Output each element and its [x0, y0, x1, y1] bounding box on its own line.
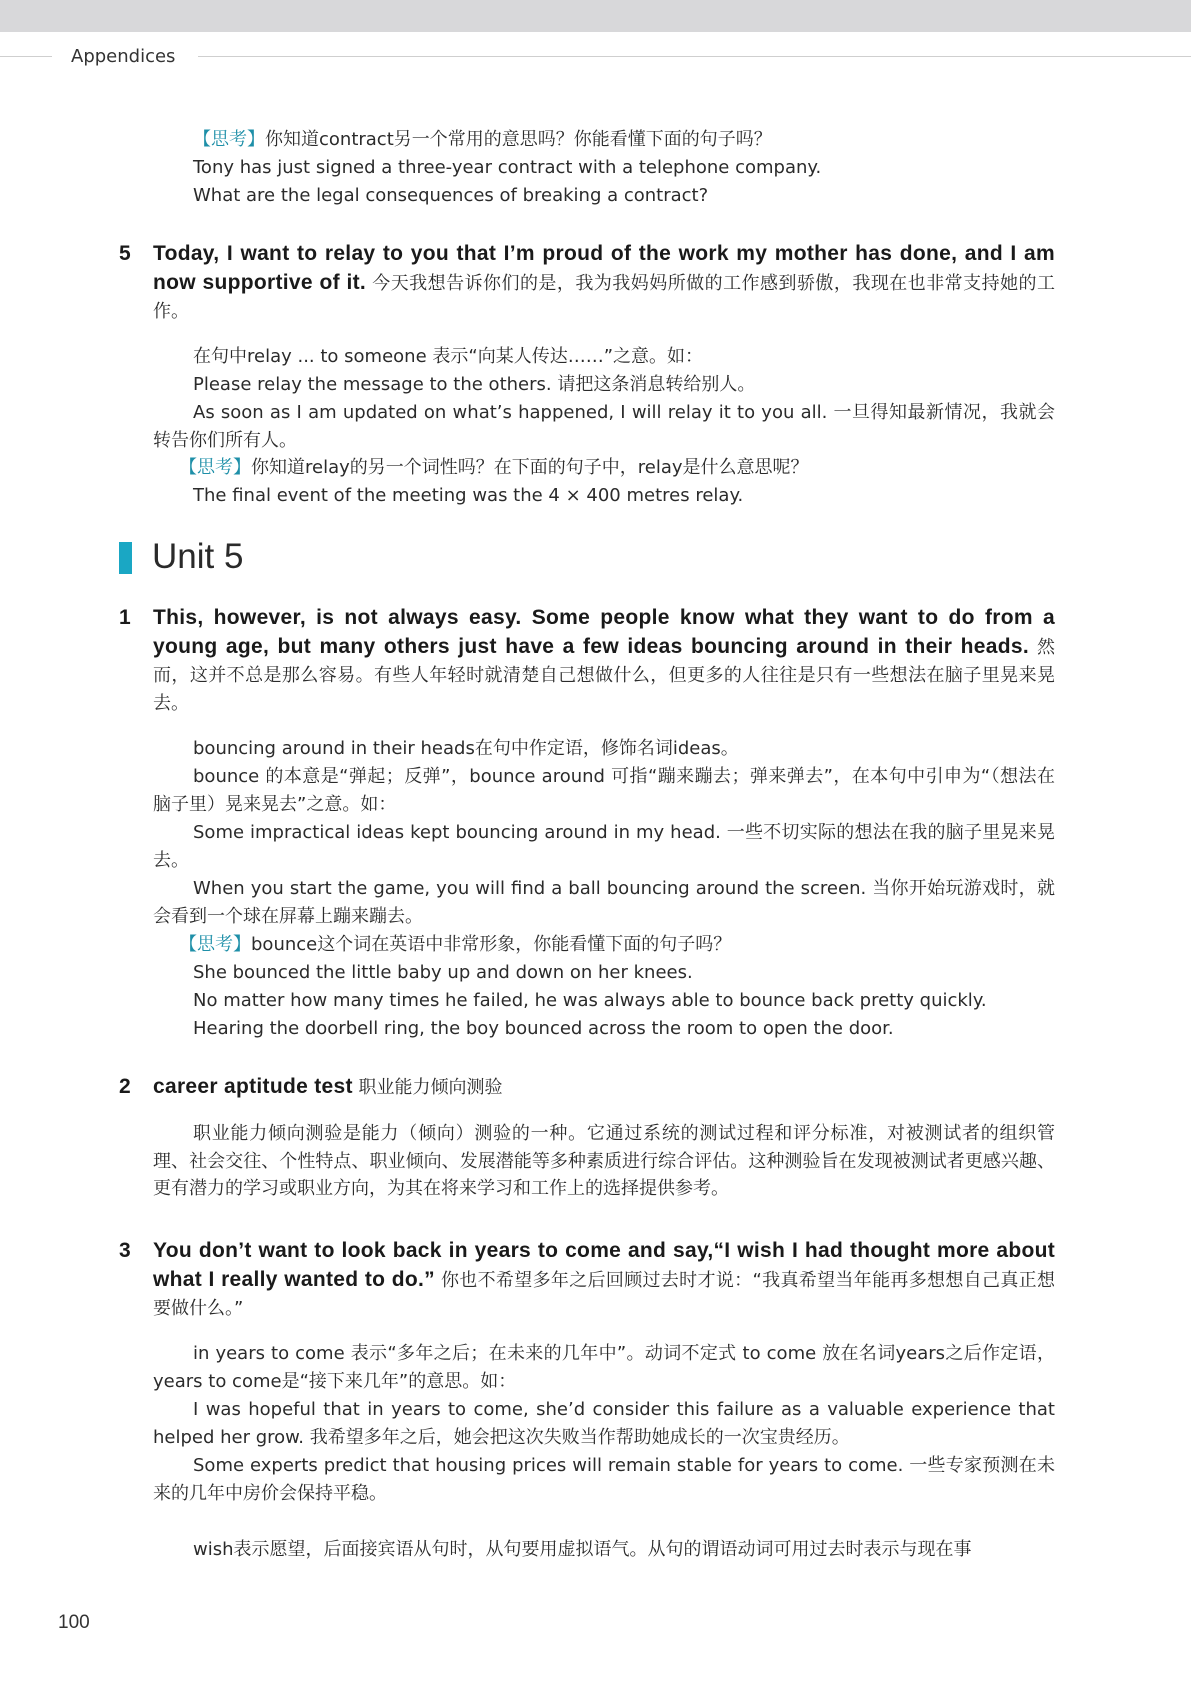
entry-number: 3: [119, 1239, 131, 1262]
think-prompt: 【思考】你知道relay的另一个词性吗？在下面的句子中，relay是什么意思呢？: [179, 457, 809, 478]
entry-number: 5: [119, 242, 131, 265]
example-sentence: Tony has just signed a three-year contract with a telephone company.: [193, 157, 822, 178]
entry-heading: [153, 240, 1055, 326]
header-rule-left: [0, 56, 52, 57]
think-text: bounce这个词在英语中非常形象，你能看懂下面的句子吗？: [251, 934, 732, 955]
example-sentence: No matter how many times he failed, he was always able to bounce back pretty quickly.: [193, 990, 987, 1011]
example-sentence: What are the legal consequences of breaking a contract?: [193, 185, 709, 206]
entry-chinese: 今天我想告诉你们的是，我为我妈妈所做的工作感到骄傲，我现在也非常支持她的工作。: [153, 273, 1056, 322]
entry-number: 1: [119, 606, 131, 629]
think-prompt: 【思考】bounce这个词在英语中非常形象，你能看懂下面的句子吗？: [179, 934, 732, 955]
think-prompt: 【思考】你知道contract另一个常用的意思吗？你能看懂下面的句子吗？: [193, 129, 772, 150]
example-sentence: Hearing the doorbell ring, the boy bounced across the room to open the door.: [193, 1018, 894, 1039]
explanation: bounce 的本意是“弹起；反弹”，bounce around 可指“蹦来蹦去；弹来弹去”，在本句中引申为“（想法在脑子里）晃来晃去”之意。如：: [153, 766, 1055, 815]
think-text: 你知道relay的另一个词性吗？在下面的句子中，relay是什么意思呢？: [251, 457, 809, 478]
header-rule-right: [198, 56, 1191, 57]
top-gray-band: [0, 0, 1191, 32]
example-sentence: As soon as I am updated on what’s happened, I will relay it to you all. 一旦得知最新情况，我就会转告你们所有人。: [153, 402, 1055, 451]
entry-chinese: 然而，这并不总是那么容易。有些人年轻时就清楚自己想做什么，但更多的人往往是只有一些想法在脑子里晃来晃去。: [153, 637, 1055, 714]
example-sentence: I was hopeful that in years to come, she’d consider this failure as a valuable experience that helped her grow. 我希望多年之后，她会把这次失败当作帮助她成长的一次宝贵经历。: [153, 1399, 1055, 1448]
explanation: 在句中relay ... to someone 表示“向某人传达……”之意。如：: [193, 346, 704, 367]
running-head: Appendices: [71, 46, 176, 67]
entry-heading: [153, 1237, 1055, 1323]
entry-chinese: 你也不希望多年之后回顾过去时才说：“我真希望当年能再多想想自己真正想要做什么。”: [153, 1270, 1055, 1319]
unit-title: Unit 5: [152, 537, 244, 576]
entry-heading: [153, 1073, 1055, 1102]
example-sentence: Please relay the message to the others. 请把这条消息转给别人。: [193, 374, 756, 395]
example-sentence: When you start the game, you will find a ball bouncing around the screen. 当你开始玩游戏时，就会看到一个球在屏幕上蹦来蹦去。: [153, 878, 1055, 927]
think-text: 你知道contract另一个常用的意思吗？你能看懂下面的句子吗？: [265, 129, 772, 150]
page-number: 100: [58, 1612, 90, 1633]
think-label: 思考: [197, 457, 233, 478]
entry-english: This, however, is not always easy. Some people know what they want to do from a young age, but many others just have a few ideas bouncing around in their heads.: [153, 606, 1055, 658]
entry-number: 2: [119, 1075, 131, 1098]
explanation: in years to come 表示“多年之后；在未来的几年中”。动词不定式 to come 放在名词years之后作定语，years to come是“接下来几年”的意思。如：: [153, 1343, 1055, 1392]
entry-english: Today, I want to relay to you that I’m proud of the work my mother has done, and I am now supportive of it.: [153, 242, 1055, 294]
think-label: 思考: [211, 129, 247, 150]
entry-chinese: 职业能力倾向测验: [358, 1077, 503, 1098]
unit-accent-bar: [119, 542, 132, 574]
example-sentence: She bounced the little baby up and down on her knees.: [193, 962, 693, 983]
explanation: bouncing around in their heads在句中作定语，修饰名词ideas。: [193, 738, 739, 759]
entry-english: career aptitude test: [153, 1075, 353, 1098]
entry-english: You don’t want to look back in years to come and say,“I wish I had thought more about what I really wanted to do.”: [153, 1239, 1055, 1291]
explanation: wish表示愿望，后面接宾语从句时，从句要用虚拟语气。从句的谓语动词可用过去时表示与现在事: [193, 1539, 972, 1560]
example-sentence: The final event of the meeting was the 4 × 400 metres relay.: [193, 485, 744, 506]
entry-heading: [153, 604, 1055, 718]
example-sentence: Some experts predict that housing prices will remain stable for years to come. 一些专家预测在未来的几年中房价会保持平稳。: [153, 1455, 1055, 1504]
think-label: 思考: [197, 934, 233, 955]
explanation: 职业能力倾向测验是能力（倾向）测验的一种。它通过系统的测试过程和评分标准，对被测试者的组织管理、社会交往、个性特点、职业倾向、发展潜能等多种素质进行综合评估。这种测验旨在发现被测试者更感兴趣、更有潜力的学习或职业方向，为其在将来学习和工作上的选择提供参考。: [153, 1123, 1055, 1200]
example-sentence: Some impractical ideas kept bouncing around in my head. 一些不切实际的想法在我的脑子里晃来晃去。: [153, 822, 1055, 871]
